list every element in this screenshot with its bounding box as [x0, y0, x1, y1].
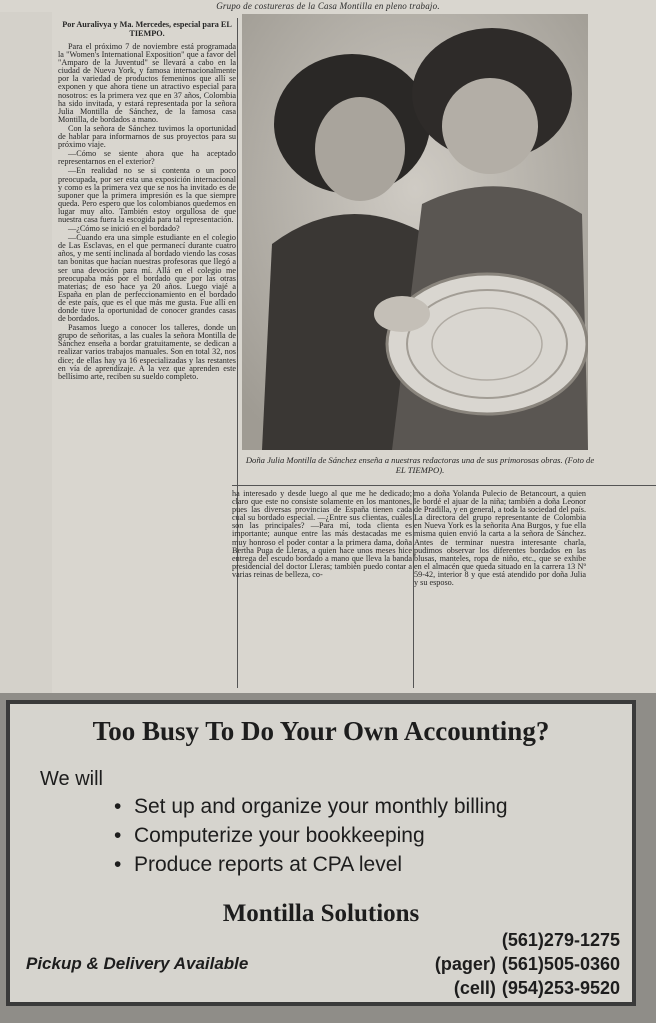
ad-intro: We will	[40, 768, 103, 790]
article-paragraph: mo a doña Yolanda Pulecio de Betancourt, a quien le bordé el ajuar de la niña; también a doña Leonor de Pradilla, y en general, a toda la sociedad del país. La directora del grupo representante de Colombia en Nueva York es la señorita Ana Burgos, y fue ella misma quien envió la carta a la señora de Sánchez. Antes de terminar nuestra interesante charla, pudimos observar los diferentes bordados en las blusas, manteles, ropa de niño, etc., que se exhibe en el almacén que queda situado en la carrera 13 Nº 59-42, interior 8 y que está atendido por doña Julia y su esposo.	[414, 490, 586, 588]
article-paragraph: ha interesado y desde luego al que me he dedicado; claro que este no consiste solamente en los mantones, pues las diversas provincias de España tienen cada cual su bordado especial. —¿Entre sus clientas, cuáles son las principales? —Para mí, toda clienta es importante; aunque entre las más destacadas me es muy honroso el poder contar a la primera dama, doña Bertha Puga de Lleras, a quien hace unos meses hice entrega del escudo bordado a mano que lleva la banda presidencial del doctor Lleras; también puedo contar a varias reinas de belleza, co-	[232, 490, 412, 579]
phone-entry	[435, 928, 620, 952]
ad-brand-name: Montilla Solutions	[222, 900, 420, 927]
phone-number: (561)505-0360	[501, 954, 620, 974]
article-paragraph: —¿Cómo se inició en el bordado?	[68, 224, 180, 234]
bullet-icon: •	[114, 795, 122, 818]
phone-type: (pager)	[434, 954, 496, 974]
service-label: Produce reports at CPA level	[134, 853, 403, 876]
article-paragraph: Pasamos luego a conocer los talleres, donde un grupo de señoritas, a las cuales la señora Montilla de Sánchez enseña a bordar gratuitamente, se dedican a realizar varios trabajos manuales. Son en total 32, nos dice; de ellas hay ya 16 especializadas y las restantes en vía de aprendizaje. A la vez que aprenden este bellísimo arte, reciben su sueldo completo.	[58, 323, 236, 381]
bullet-icon: •	[114, 824, 122, 847]
ad-title: Too Busy To Do Your Own Accounting?	[92, 716, 550, 746]
article-paragraph: —Cómo se siente ahora que ha aceptado representarnos en el exterior?	[58, 149, 236, 167]
article-left-column	[58, 20, 236, 688]
phone-number: (954)253-9520	[501, 978, 620, 998]
article-paragraph: —Cuando era una simple estudiante en el colegio de Las Esclavas, en el que permanecí durante cuatro años, y me sentí inclinada al bordado viendo las cosas tan bonitas que hacían nuestras profesoras que llegó a ser una devoción para mí. Allá en el colegio me preocupaba más por el bordado que por las otras materias; de eso hace ya 20 años. Luego viajé a España en plan de perfeccionamiento en el bordado de este país, que es el que más me gusta. Fue allí en donde tuve la oportunidad de conocer grandes casas de bordados.	[58, 233, 236, 324]
service-label: Computerize your bookkeeping	[134, 824, 425, 847]
service-item	[114, 850, 508, 879]
accounting-advertisement	[6, 700, 636, 1006]
article-byline: Por Auralivya y Ma. Mercedes, especial para EL TIEMPO.	[62, 20, 232, 38]
phone-list	[435, 928, 620, 1000]
article-photo	[242, 14, 588, 450]
service-item	[114, 792, 508, 821]
article-column-b	[232, 490, 412, 688]
clipping-margin	[0, 12, 52, 693]
phone-number: (561)279-1275	[501, 930, 620, 950]
bullet-icon: •	[114, 853, 122, 876]
phone-entry	[435, 976, 620, 1000]
article-paragraph: —En realidad no se si contenta o un poco preocupada, por ser esta una exposición internacional y como es la primera vez que se nos ha invitado es de suponer que la primera impresión es la que siempre queda. Pero espero que los colombianos quedemos en lugar muy alto. También estoy orgullosa de que nuestra casa fuera la escogida para tal representación.	[58, 166, 236, 224]
article-paragraph: Con la señora de Sánchez tuvimos la oportunidad de hablar para informarnos de sus proyectos para su próximo viaje.	[58, 123, 236, 150]
article-column-c	[414, 490, 586, 688]
section-rule	[232, 485, 656, 486]
service-label: Set up and organize your monthly billing	[134, 795, 508, 818]
service-item	[114, 821, 508, 850]
service-list	[114, 792, 508, 879]
article-paragraph: Para el próximo 7 de noviembre está programada la "Women's International Exposition" que a favor del "Amparo de la Juventud" se llevará a cabo en la ciudad de Nueva York, y famosa internacionalmente por la variedad de productos femeninos que allí se exponen y que ahora tiene un atractivo especial para nosotros: es la primera vez que en 37 años, Colombia ha sido invitada, y estará representada por la señora Julia Montilla de Sánchez, de la famosa casa Montilla, de bordados a mano.	[58, 42, 236, 124]
photo-illustration	[242, 14, 588, 450]
photo-caption: Doña Julia Montilla de Sánchez enseña a nuestras redactoras una de sus primorosas obras. (Foto de EL TIEMPO).	[245, 455, 595, 475]
top-photo-caption: Grupo de costureras de la Casa Montilla en pleno trabajo.	[216, 1, 440, 11]
phone-type: (cell)	[453, 978, 496, 998]
ad-pickup-note: Pickup & Delivery Available	[26, 954, 249, 973]
phone-entry	[435, 952, 620, 976]
